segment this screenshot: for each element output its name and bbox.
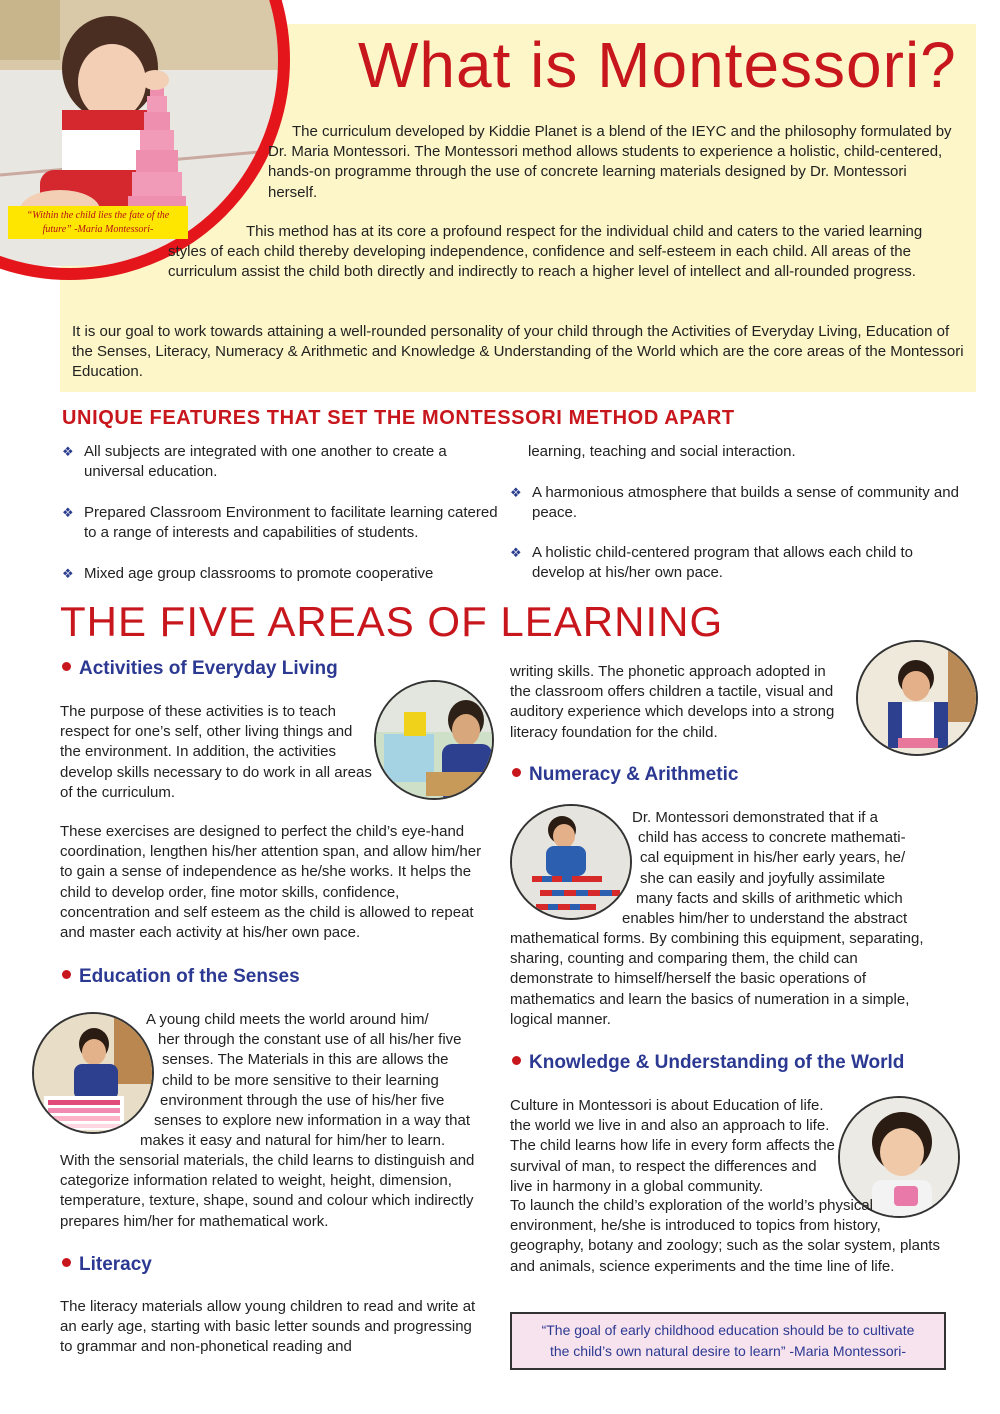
- feature-item: ❖ A harmonious atmosphere that builds a sense of community and peace.: [510, 484, 959, 522]
- bullet-dot-icon: [62, 662, 71, 671]
- feature-item: ❖ A holistic child-centered program that allows each child to develop at his/her own pace.: [510, 544, 914, 582]
- everyday-living-paragraph-2: These exercises are designed to perfect the child’s eye-hand coordination, lengthen his/her attention span, and allow him/her to gain a sense of independence as he/she works. It helps the child to develop order, fine motor skills, confidence, concentration and self esteem as the child is allowed to repeat and master each activity at his/her own pace.: [60, 823, 482, 942]
- everyday-living-paragraph-1: The purpose of these activities is to teach respect for one’s self, other living things and the environment. In addition, the activities develop skills necessary to do work in all areas of the curriculum.: [60, 703, 372, 801]
- section-heading-everyday-living: Activities of Everyday Living: [62, 658, 338, 680]
- senses-paragraph-rest: With the sensorial materials, the child learns to distinguish and categorize information related to weight, height, dimension, temperature, texture, shape, sound and colour which indirectly prepares him/her for mathematical work.: [60, 1152, 475, 1230]
- bullet-dot-icon: [512, 768, 521, 777]
- intro-paragraph-1: The curriculum developed by Kiddie Planet is a blend of the IEYC and the philosophy formulated by Dr. Maria Montessori. The Montessori method allows students to experience a holistic, child-centered, hands-on programme through the use of concrete learning materials designed by Dr. Montessori herself.: [268, 123, 952, 201]
- hero-caption: “Within the child lies the fate of the future” -Maria Montessori-: [8, 206, 188, 239]
- knowledge-paragraph-2: To launch the child’s exploration of the world’s physical environment, he/she is introduced to topics from history, geography, botany and zoology; such as the solar system, plants and animals, science experiments and the time line of life.: [510, 1197, 940, 1275]
- areas-heading: THE FIVE AREAS OF LEARNING: [60, 598, 724, 645]
- bullet-dot-icon: [62, 1258, 71, 1267]
- boy-with-color-tablets-image: [34, 1014, 154, 1134]
- boy-reading-letters-image: [858, 642, 978, 756]
- boy-pouring-water-image: [376, 682, 494, 800]
- page-title: What is Montessori?: [358, 29, 957, 101]
- intro-paragraph-2: This method has at its core a profound respect for the individual child and caters to the varied learning styles of each child thereby developing independence, confidence and self-esteem in each child. All areas of the curriculum assist the child both directly and indirectly to reach a higher level of intellect and all-rounded progress.: [168, 223, 923, 281]
- bullet-dot-icon: [512, 1056, 521, 1065]
- diamond-bullet-icon: ❖: [62, 566, 74, 581]
- knowledge-paragraph-1: Culture in Montessori is about Education of life. the world we live in and also an approach to life. The child learns how life in every form affects the survival of man, to respect the differences and live in harmony in a global community.: [510, 1097, 835, 1195]
- boy-with-number-rods-image: [512, 806, 632, 920]
- literacy-paragraph-continued: writing skills. The phonetic approach adopted in the classroom offers children a tactile, visual and auditory experience which develops into a strong literacy foundation for the child.: [510, 663, 835, 741]
- section-heading-literacy: Literacy: [62, 1254, 152, 1276]
- diamond-bullet-icon: ❖: [510, 545, 522, 560]
- section-heading-numeracy: Numeracy & Arithmetic: [512, 764, 738, 786]
- senses-photo: [32, 1012, 154, 1134]
- montessori-quote-box: [510, 1312, 946, 1370]
- diamond-bullet-icon: ❖: [62, 444, 74, 459]
- bullet-dot-icon: [62, 970, 71, 979]
- numeracy-paragraph-rest: mathematical forms. By combining this equipment, separating, sharing, counting and comparing them, the child can demonstrate to himself/herself the basic operations of mathematics and learn the basics of numeration in a simple, logical manner.: [510, 930, 924, 1028]
- intro-paragraph-3: It is our goal to work towards attaining a well-rounded personality of your child through the Activities of Everyday Living, Education of the Senses, Literacy, Numeracy & Arithmetic and Knowledge & Understanding of the World which are the core areas of the Montessori Education.: [72, 323, 964, 381]
- feature-item: ❖ All subjects are integrated with one another to create a universal education.: [62, 443, 447, 481]
- literacy-photo: [856, 640, 978, 756]
- diamond-bullet-icon: ❖: [510, 485, 522, 500]
- feature-item-continuation: learning, teaching and social interaction.: [528, 443, 796, 460]
- quote-line-2: the child’s own natural desire to learn” -Maria Montessori-: [549, 1343, 907, 1359]
- features-heading: UNIQUE FEATURES THAT SET THE MONTESSORI METHOD APART: [62, 407, 735, 429]
- senses-wrapped-lines: A young child meets the world around him/ her through the constant use of all his/her five senses. The Materials in this are allows the child to be more sensitive to their learning environment through the use of his/her five senses to explore new information in a way that makes it easy and natural for him/her to learn.: [140, 1011, 471, 1150]
- feature-item: ❖ Prepared Classroom Environment to facilitate learning catered to a range of interests and capabilities of students.: [62, 504, 498, 542]
- literacy-paragraph: The literacy materials allow young children to read and write at an early age, starting with basic letter sounds and progressing to grammar and non-phonetical reading and: [60, 1298, 476, 1356]
- section-heading-knowledge: Knowledge & Understanding of the World: [512, 1052, 904, 1074]
- numeracy-photo: [510, 804, 632, 920]
- quote-line-1: “The goal of early childhood education should be to cultivate: [541, 1322, 915, 1338]
- section-heading-senses: Education of the Senses: [62, 966, 300, 988]
- everyday-living-photo: [374, 680, 494, 800]
- diamond-bullet-icon: ❖: [62, 505, 74, 520]
- numeracy-wrapped-lines: Dr. Montessori demonstrated that if a child has access to concrete mathemati- cal equipment in his/her early years, he/ she can easily and joyfully assimilate many facts and skills of arithmetic which enables him/her to understand the abstract: [622, 809, 908, 928]
- feature-item: ❖ Mixed age group classrooms to promote cooperative: [62, 564, 502, 584]
